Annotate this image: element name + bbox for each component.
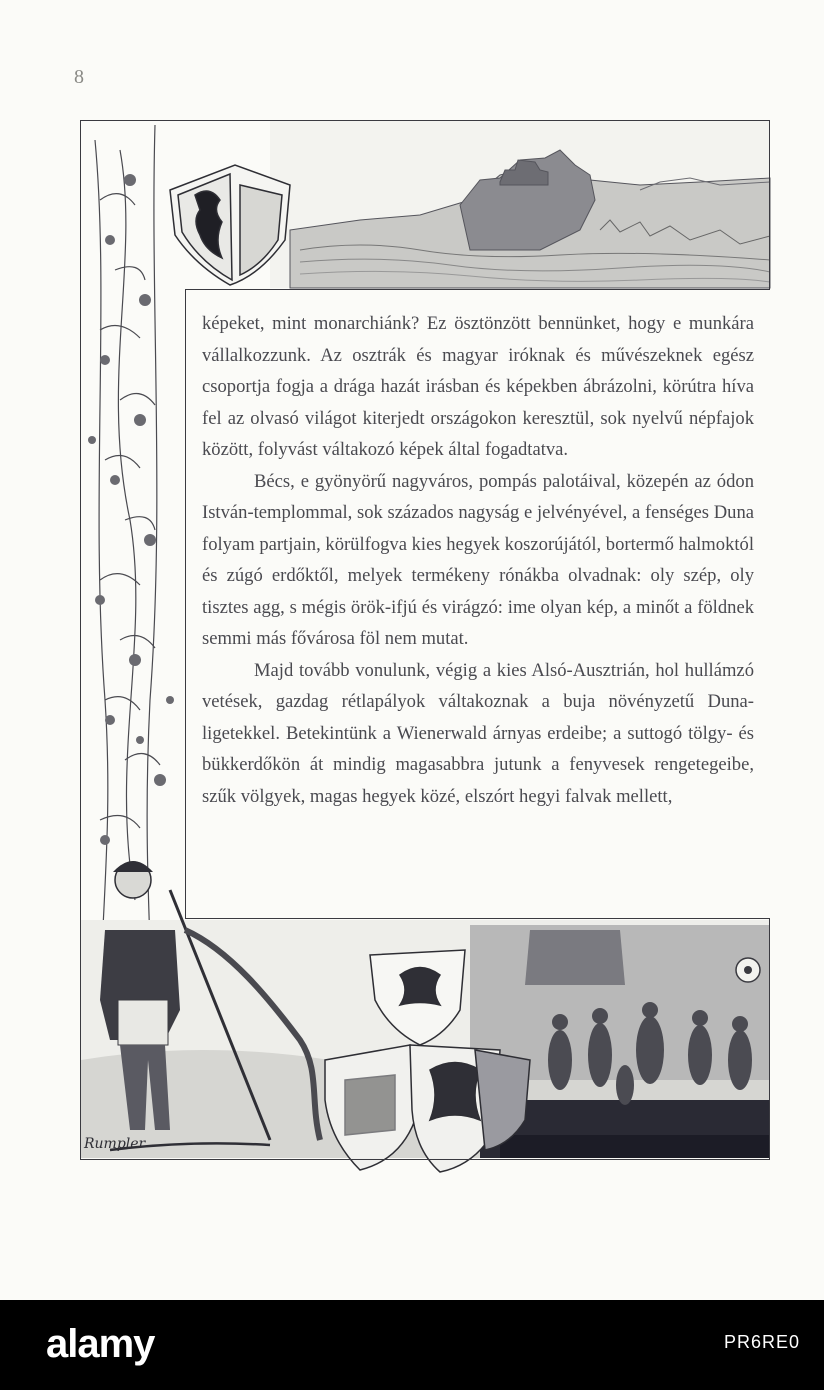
- paragraph-1: képeket, mint monarchiánk? Ez ösztönzött bennünket, hogy e munkára vállalkozzunk. Az osztrák és magyar iróknak és művészeknek egész csoportja fogja a drága hazát irásban és képekben ábrázolni, körútra híva fel az olvasó világot kiterjedt országokon keresztül, sok nyelvű népfajok között, folyvást váltakozó képek által fogadtatva.: [202, 313, 754, 460]
- stock-footer-bar: [0, 1300, 824, 1390]
- alamy-logo: alamy: [46, 1322, 155, 1366]
- paragraph-2: Bécs, e gyönyörű nagyváros, pompás palotáival, közepén az ódon István-templommal, sok százados nagyság e jelvényével, a fenséges Duna folyam partjain, körülfogva kies hegyek koszorújától, bortermő halmoktól és zúgó erdőktől, melyek termékeny rónákba olvadnak: oly szép, oly tisztes agg, s mégis örök-ifjú és virágzó: ime olyan kép, a minőt a földnek semmi más fővárosa föl nem mutat.: [202, 470, 754, 649]
- artist-signature: Rumpler: [84, 1136, 146, 1152]
- body-text: [202, 308, 754, 812]
- page-number: 8: [74, 66, 84, 88]
- paragraph-3: Majd tovább vonulunk, végig a kies Alsó-Ausztrián, hol hullámzó vetések, gazdag rétlapályok váltakoznak a buja növényzetű Duna-ligetekkel. Betekintünk a Wienerwald árnyas erdeibe; a suttogó tölgy- és bükkerdőkön át mindig magasabbra jutunk a fenyvesek rengetegeibe, szűk völgyek, magas hegyek közé, elszórt hegyi falvak mellett,: [202, 659, 754, 807]
- text-panel: [185, 289, 770, 919]
- image-id: PR6RE0: [723, 1332, 800, 1352]
